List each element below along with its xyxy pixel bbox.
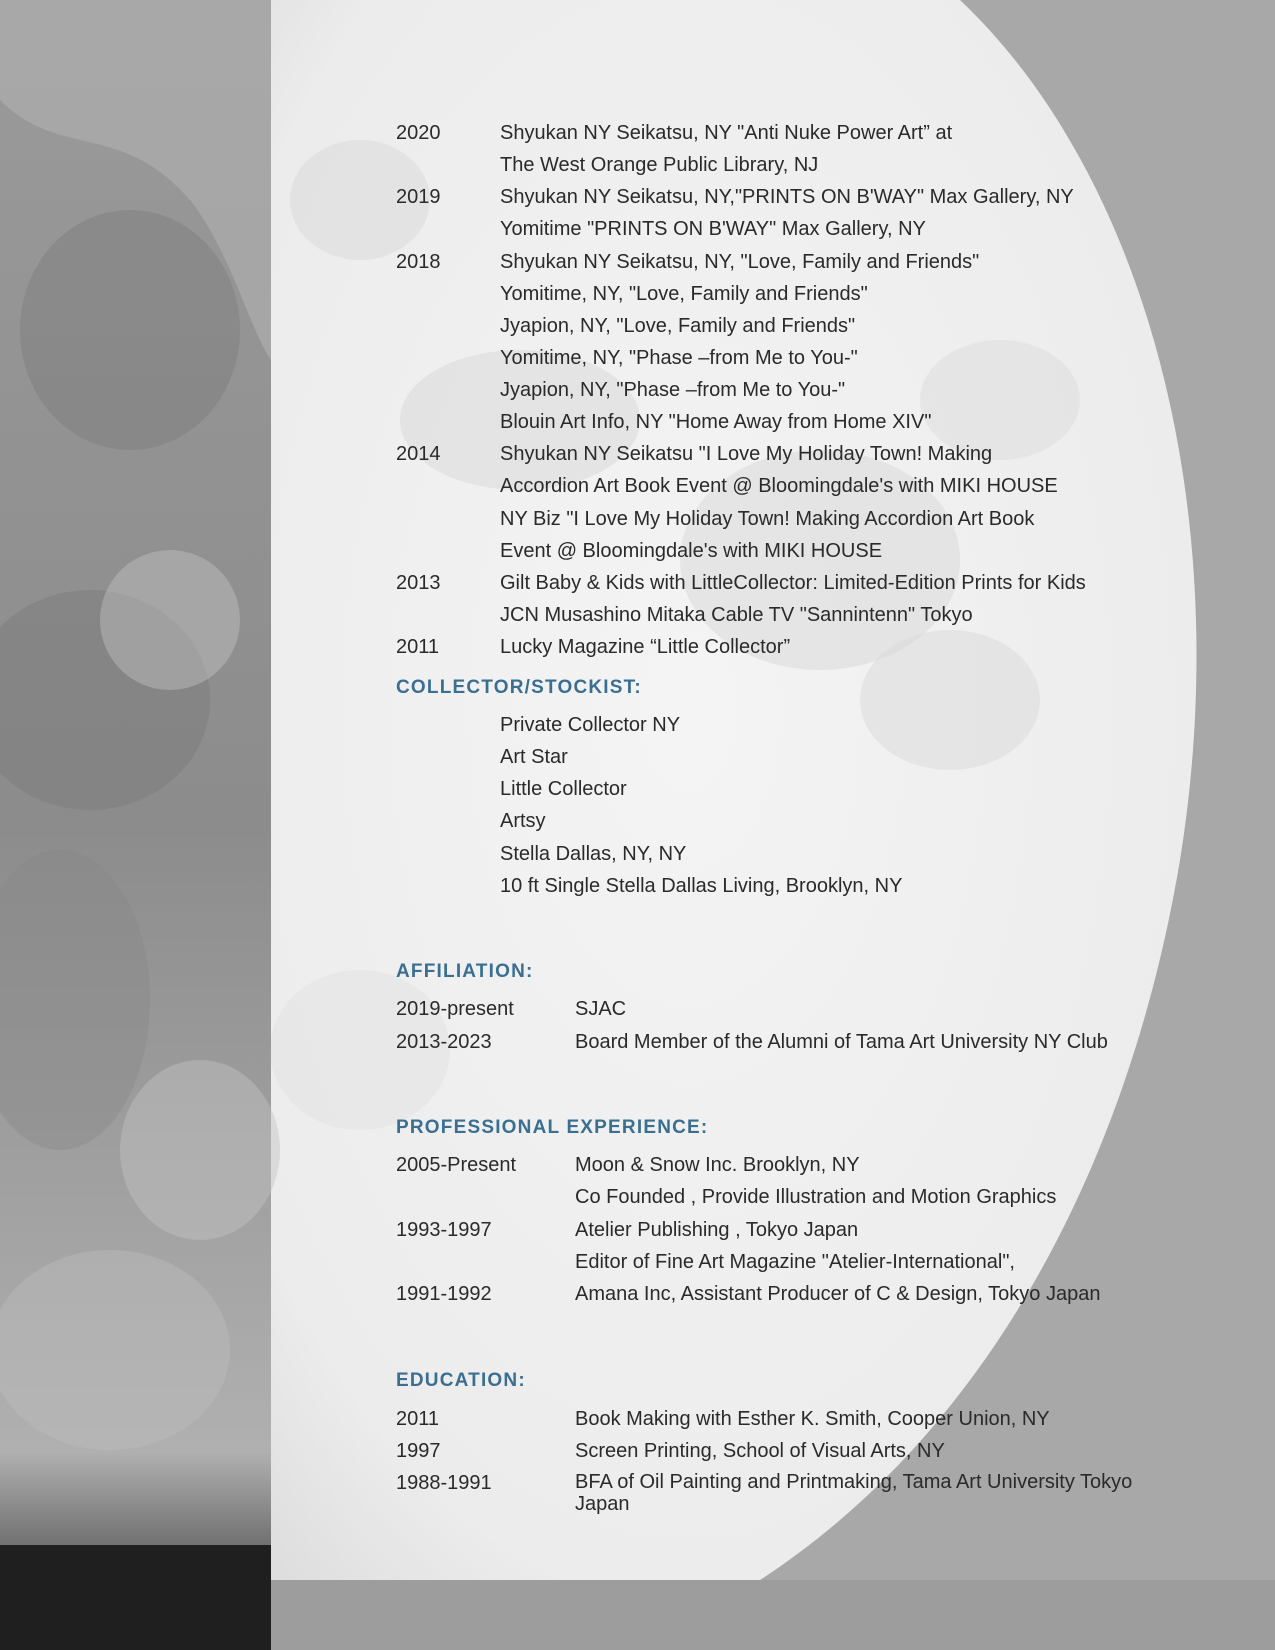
press-entry: Jyapion, NY, "Love, Family and Friends"	[500, 315, 856, 337]
press-entry: Shyukan NY Seikatsu, NY,"PRINTS ON B'WAY" Max Gallery, NY	[500, 186, 1074, 208]
affiliation-period: 2013-2023	[396, 1031, 492, 1053]
press-year: 2018	[396, 251, 441, 273]
press-entry: Shyukan NY Seikatsu "I Love My Holiday Town! Making	[500, 443, 993, 465]
collector-item: Private Collector NY	[500, 714, 681, 736]
collector-item: 10 ft Single Stella Dallas Living, Brooklyn, NY	[500, 875, 903, 897]
press-year: 2013	[396, 572, 441, 594]
press-entry: Accordion Art Book Event @ Bloomingdale's with MIKI HOUSE	[500, 475, 1058, 497]
collector-item: Little Collector	[500, 778, 627, 800]
education-entry: Book Making with Esther K. Smith, Cooper Union, NY	[575, 1408, 1050, 1430]
collector-heading: COLLECTOR/STOCKIST:	[396, 677, 642, 698]
collector-item: Stella Dallas, NY, NY	[500, 843, 687, 865]
press-entry: The West Orange Public Library, NJ	[500, 154, 819, 176]
experience-heading: PROFESSIONAL EXPERIENCE:	[396, 1117, 709, 1138]
affiliation-period: 2019-present	[396, 998, 514, 1020]
press-entry: Yomitime "PRINTS ON B'WAY" Max Gallery, NY	[500, 218, 926, 240]
experience-entry: Atelier Publishing , Tokyo Japan	[575, 1219, 859, 1241]
press-entry: Event @ Bloomingdale's with MIKI HOUSE	[500, 540, 883, 562]
press-entry: Gilt Baby & Kids with LittleCollector: Limited-Edition Prints for Kids	[500, 572, 1086, 594]
press-entry: Blouin Art Info, NY "Home Away from Home XIV"	[500, 411, 932, 433]
experience-entry: Moon & Snow Inc. Brooklyn, NY	[575, 1154, 860, 1176]
press-entry: Shyukan NY Seikatsu, NY, "Love, Family and Friends"	[500, 251, 980, 273]
affiliation-heading: AFFILIATION:	[396, 961, 534, 982]
press-entry: NY Biz "I Love My Holiday Town! Making Accordion Art Book	[500, 508, 1035, 530]
press-year: 2011	[396, 636, 440, 658]
press-entry: Yomitime, NY, "Phase –from Me to You-"	[500, 347, 858, 369]
experience-entry: Editor of Fine Art Magazine "Atelier-International",	[575, 1251, 1015, 1273]
press-year: 2020	[396, 122, 441, 144]
education-period: 1988-1991	[396, 1472, 492, 1494]
education-entry: Screen Printing, School of Visual Arts, NY	[575, 1440, 945, 1462]
experience-entry: Amana Inc, Assistant Producer of C & Design, Tokyo Japan	[575, 1283, 1101, 1305]
collector-item: Artsy	[500, 810, 546, 832]
education-entry: BFA of Oil Painting and Printmaking, Tama Art University Tokyo Japan	[575, 1471, 1133, 1515]
experience-entry: Co Founded , Provide Illustration and Motion Graphics	[575, 1186, 1057, 1208]
experience-period: 1993-1997	[396, 1219, 492, 1241]
press-entry: Jyapion, NY, "Phase –from Me to You-"	[500, 379, 846, 401]
education-period: 2011	[396, 1408, 440, 1430]
press-year: 2014	[396, 443, 441, 465]
affiliation-entry: SJAC	[575, 998, 627, 1020]
affiliation-entry: Board Member of the Alumni of Tama Art University NY Club	[575, 1031, 1108, 1053]
collector-item: Art Star	[500, 746, 568, 768]
experience-period: 2005-Present	[396, 1154, 517, 1176]
education-period: 1997	[396, 1440, 441, 1462]
press-entry: Yomitime, NY, "Love, Family and Friends"	[500, 283, 868, 305]
press-entry: Lucky Magazine “Little Collector”	[500, 636, 791, 658]
education-heading: EDUCATION:	[396, 1370, 526, 1391]
press-entry: JCN Musashino Mitaka Cable TV "Sannintenn" Tokyo	[500, 604, 973, 626]
press-year: 2019	[396, 186, 441, 208]
press-entry: Shyukan NY Seikatsu, NY "Anti Nuke Power Art” at	[500, 122, 953, 144]
experience-period: 1991-1992	[396, 1283, 492, 1305]
